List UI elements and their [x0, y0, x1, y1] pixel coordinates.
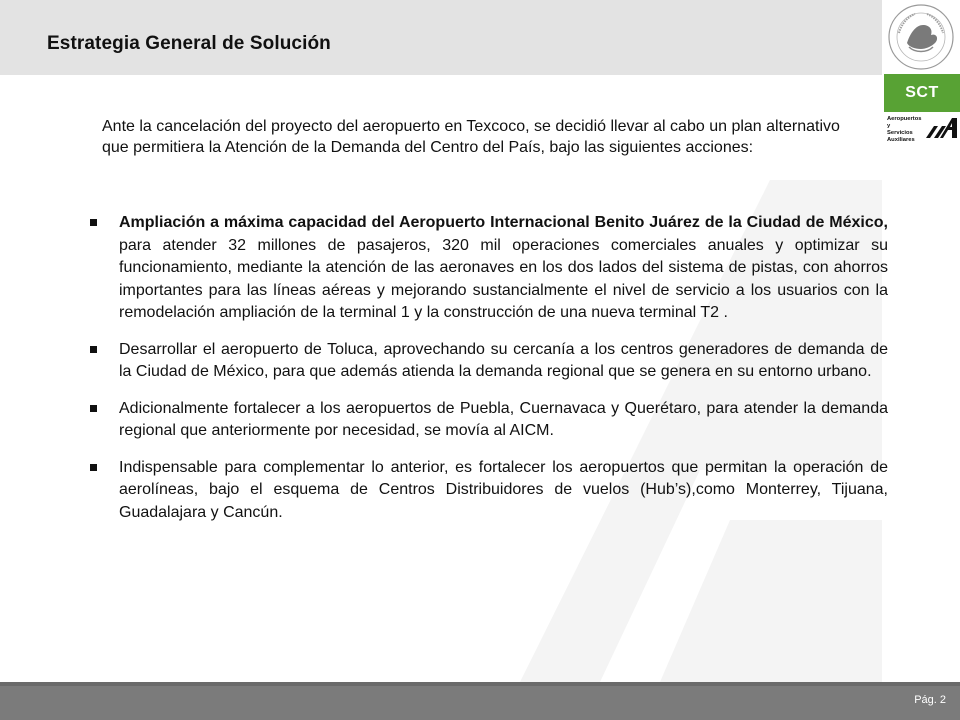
asa-line: Aeropuertos y [887, 116, 922, 129]
sct-logo: SCT [884, 74, 960, 112]
asa-logo-text [887, 116, 925, 144]
asa-line: Auxiliares [887, 137, 915, 143]
bullet-list [90, 212, 888, 538]
bullet-text: Desarrollar el aeropuerto de Toluca, aprovechando su cercanía a los centros generadores de demanda de la Ciudad de México, para que además atienda la demanda regional que se genera en su entorno urbano. [119, 340, 888, 380]
page-title: Estrategia General de Solución [47, 33, 331, 54]
list-item [90, 398, 888, 443]
square-bullet-icon [90, 219, 97, 226]
square-bullet-icon [90, 346, 97, 353]
bullet-text: Adicionalmente fortalecer a los aeropuertos de Puebla, Cuernavaca y Querétaro, para atender la demanda regional que anteriormente por necesidad, se movía al AICM. [119, 399, 888, 439]
mexico-seal-icon [885, 3, 957, 71]
list-item [90, 457, 888, 525]
asa-logo-icon [924, 116, 958, 140]
bullet-bold-text: Ampliación a máxima capacidad del Aeropuerto Internacional Benito Juárez de la Ciudad de México, [119, 214, 888, 231]
footer-divider [0, 682, 960, 686]
intro-paragraph: Ante la cancelación del proyecto del aeropuerto en Texcoco, se decidió llevar al cabo un plan alternativo que permitiera la Atención de la Demanda del Centro del País, bajo las siguientes acciones: [102, 118, 840, 156]
square-bullet-icon [90, 464, 97, 471]
square-bullet-icon [90, 405, 97, 412]
page-number: Pág. 2 [914, 694, 946, 706]
footer-bar [0, 682, 960, 720]
list-item [90, 212, 888, 325]
bullet-text: para atender 32 millones de pasajeros, 320 mil operaciones comerciales anuales y optimizar su funcionamiento, mediante la atención de las aeronaves en los dos lados del sistema de pistas, con ahorros importantes para las líneas aéreas y mejorando sustancialmente el nivel de servicio a los usuarios con la remodelación ampliación de la terminal 1 y la construcción de una nueva terminal T2 . [119, 236, 888, 321]
list-item [90, 339, 888, 384]
bullet-text: Indispensable para complementar lo anterior, es fortalecer los aeropuertos que permitan la operación de aerolíneas, bajo el esquema de Centros Distribuidores de vuelos (Hub’s),como Monterrey, Tijuana, Guadalajara y Cancún. [119, 458, 888, 521]
asa-line: Servicios [887, 130, 913, 136]
